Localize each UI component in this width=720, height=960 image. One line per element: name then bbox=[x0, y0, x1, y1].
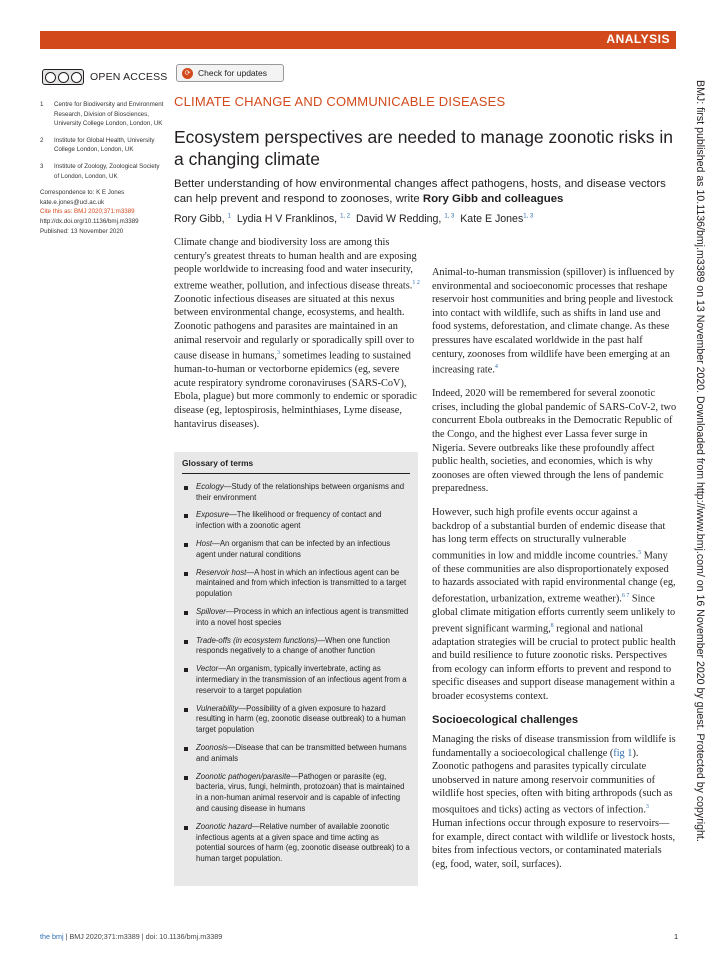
glossary-item: Vulnerability—Possibility of a given exposure to hazard resulting in harm (eg, zoonotic disease outbreak) to a human target population bbox=[182, 704, 410, 736]
glossary-item: Host—An organism that can be infected by an infectious agent under natural conditions bbox=[182, 539, 410, 561]
standfirst: Better understanding of how environmental changes affect pathogens, hosts, and disease vectors can help prevent and respond to zoonoses, write Rory Gibb and colleagues bbox=[174, 178, 666, 205]
page-footer bbox=[40, 932, 222, 941]
section-title: CLIMATE CHANGE AND COMMUNICABLE DISEASES bbox=[174, 94, 506, 109]
affiliations bbox=[40, 100, 166, 236]
correspondence: Correspondence to: K E Jones bbox=[40, 189, 125, 197]
author: Kate E Jones bbox=[460, 213, 524, 225]
section-heading: Socioecological challenges bbox=[432, 713, 579, 726]
paragraph: Animal-to-human transmission (spillover) is influenced by environmental and socioeconomic processes that reshape reservoir host communities and bring people and livestock into contact with wildlife, such as shifts in land use and food systems, deforestation, and climate change. As these pressures have escalated worldwide in the past half century, zoonoses from wildlife have been emerging at an increasing rate.$^4$ bbox=[432, 267, 675, 376]
glossary-item: Zoonosis—Disease that can be transmitted between humans and animals bbox=[182, 743, 410, 765]
affiliation-2: 2 Institute for Global Health, University College London, London, UK bbox=[40, 136, 155, 154]
check-updates-label: Check for updates bbox=[198, 68, 267, 78]
section-tag: ANALYSIS bbox=[606, 32, 670, 46]
side-copyright-note: BMJ: first published as 10.1136/bmj.m3389 on 13 November 2020. Downloaded from http://www.bmj.com/ on 16 November 2020 by guest. Protected by copyright. bbox=[694, 80, 706, 842]
header-bar bbox=[40, 31, 676, 49]
published-date: Published: 13 November 2020 bbox=[40, 227, 124, 235]
affiliation-3: 3 Institute of Zoology, Zoological Society of London, London, UK bbox=[40, 162, 160, 180]
body-column-right bbox=[432, 266, 678, 881]
glossary-item: Zoonotic pathogen/parasite—Pathogen or parasite (eg, bacteria, virus, fungi, helminth, protozoan) that is maintained in a non-human animal reservoir and is capable of infecting and causing disease in humans bbox=[182, 772, 410, 815]
glossary-item: Ecology—Study of the relationships between organisms and their environment bbox=[182, 482, 410, 504]
glossary-item: Exposure—The likelihood or frequency of contact and infection with a zoonotic agent bbox=[182, 510, 410, 532]
article-title: Ecosystem perspectives are needed to manage zoonotic risks in a changing climate bbox=[174, 127, 674, 169]
affiliation-1: 1 Centre for Biodiversity and Environment Research, Division of Biosciences, University College London, London, UK bbox=[40, 101, 164, 128]
glossary-item: Zoonotic hazard—Relative number of available zoonotic infectious agents at a given space and time acting as potential sources of harm (eg, zoonotic disease outbreak) to a human target population. bbox=[182, 822, 410, 865]
page-number: 1 bbox=[674, 932, 679, 941]
email-link[interactable]: kate.e.jones@ucl.ac.uk bbox=[40, 198, 105, 206]
glossary-item: Vector—An organism, typically invertebrate, acting as intermediary in the transmission of an infectious agent from a reservoir to a target population bbox=[182, 664, 410, 696]
footer-citation: | BMJ 2020;371:m3389 | doi: 10.1136/bmj.m3389 bbox=[63, 932, 223, 941]
paragraph: Indeed, 2020 will be remembered for several zoonotic crises, including the global pandemic of SARS-CoV-2, two concurrent Ebola outbreaks in the Democratic Republic of the Congo, and the highest ever Lassa fever surge in Nigeria. Severe outbreaks like these profoundly affect public health, societies, and economies, which is why zoonoses are often viewed through the lens of pandemic preparedness. bbox=[432, 388, 677, 495]
figure-link[interactable]: fig 1 bbox=[613, 747, 633, 759]
check-updates-button[interactable] bbox=[176, 64, 284, 82]
glossary-item: Reservoir host—A host in which an infectious agent can be maintained and from which infection is transmitted to a target population bbox=[182, 568, 410, 600]
divider bbox=[182, 473, 410, 474]
body-column-left bbox=[174, 236, 420, 441]
glossary-item: Spillover—Process in which an infectious agent is transmitted into a novel host species bbox=[182, 607, 410, 629]
author-list: Rory Gibb, $^1$ Lydia H V Franklinos, $^{1, 2}$ David W Redding, $^{1, 3}$ Kate E Jones$^{1, 3}$ bbox=[174, 213, 534, 225]
author: David W Redding, bbox=[355, 213, 442, 225]
paragraph: However, such high profile events occur against a backdrop of a substantial burden of endemic disease that has long term effects on structurally vulnerable communities in low and middle income countries.$^5$ Many of these communities are also disproportionately exposed to hazards associated with rapid environmental change (eg, deforestation, urbanization, extreme weather).$^{6 7}$ Since global climate mitigation efforts currently seem unlikely to prevent significant warming,$^8$ regional and national adaptation strategies will be crucial to protect public health and build resilience to future zoonotic risks. Perspectives from ecology can inform efforts to prevent and respond to specific diseases and support disease management within a broader ecosystems context. bbox=[432, 506, 676, 702]
paragraph: Managing the risks of disease transmission from wildlife is fundamentally a socioecological challenge (fig 1). Zoonotic pathogens and parasites typically circulate unobserved in nature among reservoir communities of wildlife host species, often with biting arthropods (such as mosquitoes and ticks) acting as vectors of infection.$^3$ Human infections occur through exposure to reservoirs—for example, direct contact with wildlife or livestock hosts, bites from infectious vectors, or contaminated materials (eg, food, water, soil, surfaces). bbox=[432, 734, 676, 870]
journal-brand: the bmj bbox=[40, 932, 64, 941]
standfirst-authors: Rory Gibb and colleagues bbox=[422, 193, 564, 205]
open-access-badge bbox=[42, 69, 167, 85]
glossary-item: Trade-offs (in ecosystem functions)—When one function responds negatively to a change of another function bbox=[182, 636, 410, 658]
doi-link[interactable]: http://dx.doi.org/10.1136/bmj.m3389 bbox=[40, 217, 139, 225]
cite-as: Cite this as: BMJ 2020;371:m3389 bbox=[40, 208, 135, 216]
paragraph: Climate change and biodiversity loss are among this century's greatest threats to human health and are exposing people worldwide to increasing food and water insecurity, extreme weather, pollution, and infectious disease threats.$^{1 2}$ Zoonotic infectious diseases are situated at this nexus between environmental change, ecosystems, and health. Zoonotic pathogens and parasites are maintained in an animal reservoir and regularly or sporadically spill over to cause disease in humans,$^3$ sometimes leading to sustained human-to-human or vectorborne epidemics (eg, severe acute respiratory syndrome coronaviruses (SARS-CoV), Ebola, plague) but more commonly to endemic or sporadic disease (eg, leptospirosis, helminthiases, Lyme disease, hantavirus diseases). bbox=[174, 237, 420, 430]
open-access-label: OPEN ACCESS bbox=[90, 71, 168, 83]
glossary-title: Glossary of terms bbox=[182, 458, 254, 468]
glossary-list bbox=[182, 482, 410, 865]
refresh-icon: ⟳ bbox=[182, 68, 193, 79]
cc-license-icon bbox=[42, 69, 84, 85]
author: Rory Gibb, bbox=[174, 213, 225, 225]
glossary-box bbox=[174, 452, 418, 886]
author: Lydia H V Franklinos, bbox=[236, 213, 338, 225]
